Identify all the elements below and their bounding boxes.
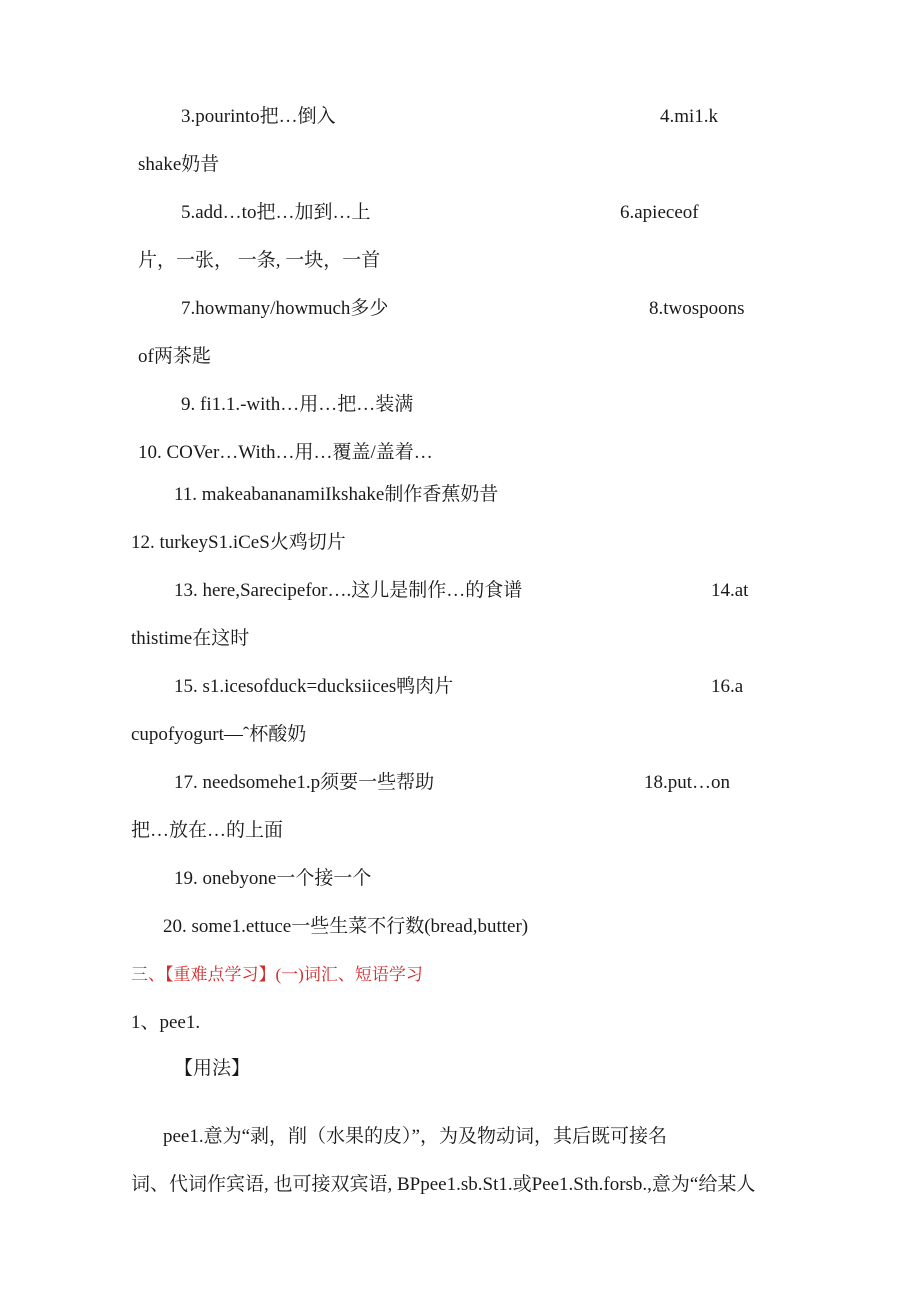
phrase-18-cont: 把…放在…的上面 [131,820,284,841]
usage-label: 【用法】 [174,1058,251,1079]
phrase-8-cont: of两茶匙 [138,346,211,367]
phrase-3: 3.pourinto把…倒入 [181,106,336,127]
phrase-10: 10. COVer…With…用…覆盖/盖着… [138,442,433,463]
usage-paragraph-line-1: pee1.意为“剥，削（水果的皮）”，为及物动词，其后既可接名 [163,1126,667,1147]
phrase-8: 8.twospoons [649,298,745,319]
phrase-14: 14.at [711,580,749,601]
phrase-17: 17. needsomehe1.p须要一些帮助 [174,772,435,793]
phrase-16-cont: cupofyogurt—ˆ杯酸奶 [131,724,307,745]
phrase-14-cont: thistime在这时 [131,628,250,649]
phrase-6-cont: 片，一张， 一条, 一块，一首 [138,250,381,271]
phrase-15: 15. s1.icesofduck=ducksiices鸭肉片 [174,676,454,697]
phrase-4: 4.mi1.k [660,106,719,127]
phrase-20: 20. some1.ettuce一些生菜不行数(bread,butter) [163,916,529,937]
phrase-16: 16.a [711,676,744,697]
section-heading: 三、【重难点学习】(一)词汇、短语学习 [131,965,423,984]
usage-paragraph-line-2: 词、代词作宾语, 也可接双宾语, BPpee1.sb.St1.或Pee1.Sth.forsb.,意为“给某人 [131,1174,756,1195]
vocab-item-1: 1、pee1. [131,1012,201,1033]
phrase-7: 7.howmany/howmuch多少 [181,298,389,319]
phrase-12: 12. turkeyS1.iCeS火鸡切片 [131,532,346,553]
phrase-13: 13. here,Sarecipefor….这儿是制作…的食谱 [174,580,523,601]
phrase-9: 9. fi1.1.-with…用…把…装满 [181,394,414,415]
phrase-6: 6.apieceof [620,202,699,223]
phrase-19: 19. onebyone一个接一个 [174,868,372,889]
phrase-5: 5.add…to把…加到…上 [181,202,371,223]
phrase-11: 11. makeabananamiIkshake制作香蕉奶昔 [174,484,499,505]
phrase-4-cont: shake奶昔 [138,154,220,175]
phrase-18: 18.put…on [644,772,731,793]
